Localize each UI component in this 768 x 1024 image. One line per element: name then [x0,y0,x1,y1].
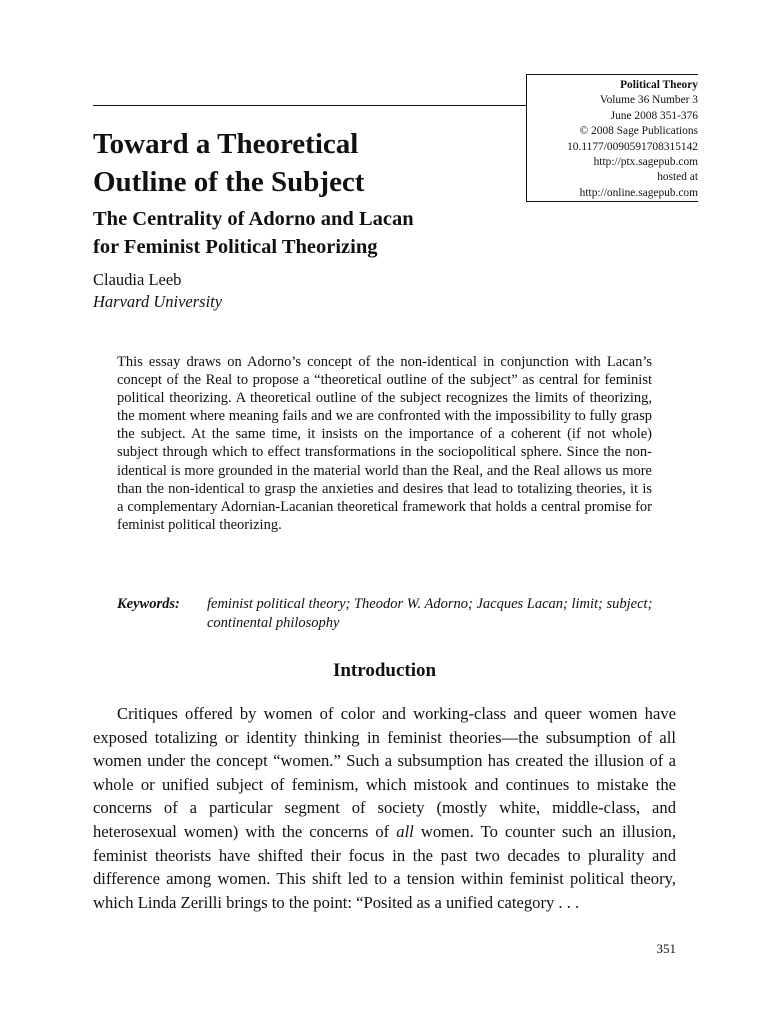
title-line-1: Toward a Theoretical [93,128,359,160]
subtitle-line-2: for Feminist Political Theorizing [93,236,378,258]
author-name: Claudia Leeb [93,270,182,289]
section-heading: Introduction [332,660,437,681]
body-paragraph [93,702,676,914]
body-text [93,702,676,914]
keywords-label: Keywords: [117,596,180,612]
author-affiliation: Harvard University [93,292,223,311]
journal-copyright: © 2008 Sage Publications [579,125,698,138]
keywords-list: feminist political theory; Theodor W. Adorno; Jacques Lacan; limit; subject; continental philosophy [207,596,653,631]
paragraph-emphasis: all [396,821,414,841]
page-number: 351 [656,941,676,956]
journal-url-link[interactable]: http://ptx.sagepub.com [593,156,698,169]
journal-issue-pages: June 2008 351-376 [610,109,698,122]
hosted-at-label: hosted at [657,171,698,184]
journal-doi: 10.1177/0090591708315142 [567,140,698,153]
journal-info-box [526,74,698,202]
title-line-2: Outline of the Subject [93,166,365,198]
subtitle-line-1: The Centrality of Adorno and Lacan [93,208,414,230]
keywords [117,595,657,632]
header-rule [93,105,526,106]
journal-name: Political Theory [620,79,698,91]
abstract: This essay draws on Adorno’s concept of the non-identical in conjunction with Lacan’s concept of the Real to propose a “theoretical outline of the subject” as central for feminist political theorizing. A theoretical outline of the subject recognizes the limits of theorizing, the moment where meaning fails and we are confronted with the impossibility to fully grasp the subject. At the same time, it insists on the importance of a coherent (if not whole) subject through which to effect transformations in the sociopolitical sphere. Since the non-identical is more grounded in the material world than the Real, and the Real allows us more than the non-identical to grasp the anxieties and desires that lead to totalizing theories, it is a complementary Adornian-Lacanian theoretical framework that holds a central promise for feminist political theorizing. [117,354,652,533]
paragraph-text-part-2: women. To counter such an illusion, feminist theorists have shifted their focus in the past two decades to plurality and difference among women. This shift led to a tension within feminist political theory, which Linda Zerilli brings to the point: “Posited as a unified category . . . [93,821,677,912]
article-title [93,125,513,201]
hosted-url-link[interactable]: http://online.sagepub.com [579,186,698,199]
paragraph-text-part-1: Critiques offered by women of color and working-class and queer women have exposed totalizing or identity thinking in feminist theories—the subsumption of all women under the concept “women.” Such a subsumption has created the illusion of a whole or unified subject of feminism, which mistook and continues to mistake the concerns of a particular segment of society (mostly white, middle-class, and heterosexual women) with the concerns of [93,704,676,841]
journal-volume: Volume 36 Number 3 [599,94,698,107]
article-subtitle [93,205,533,261]
